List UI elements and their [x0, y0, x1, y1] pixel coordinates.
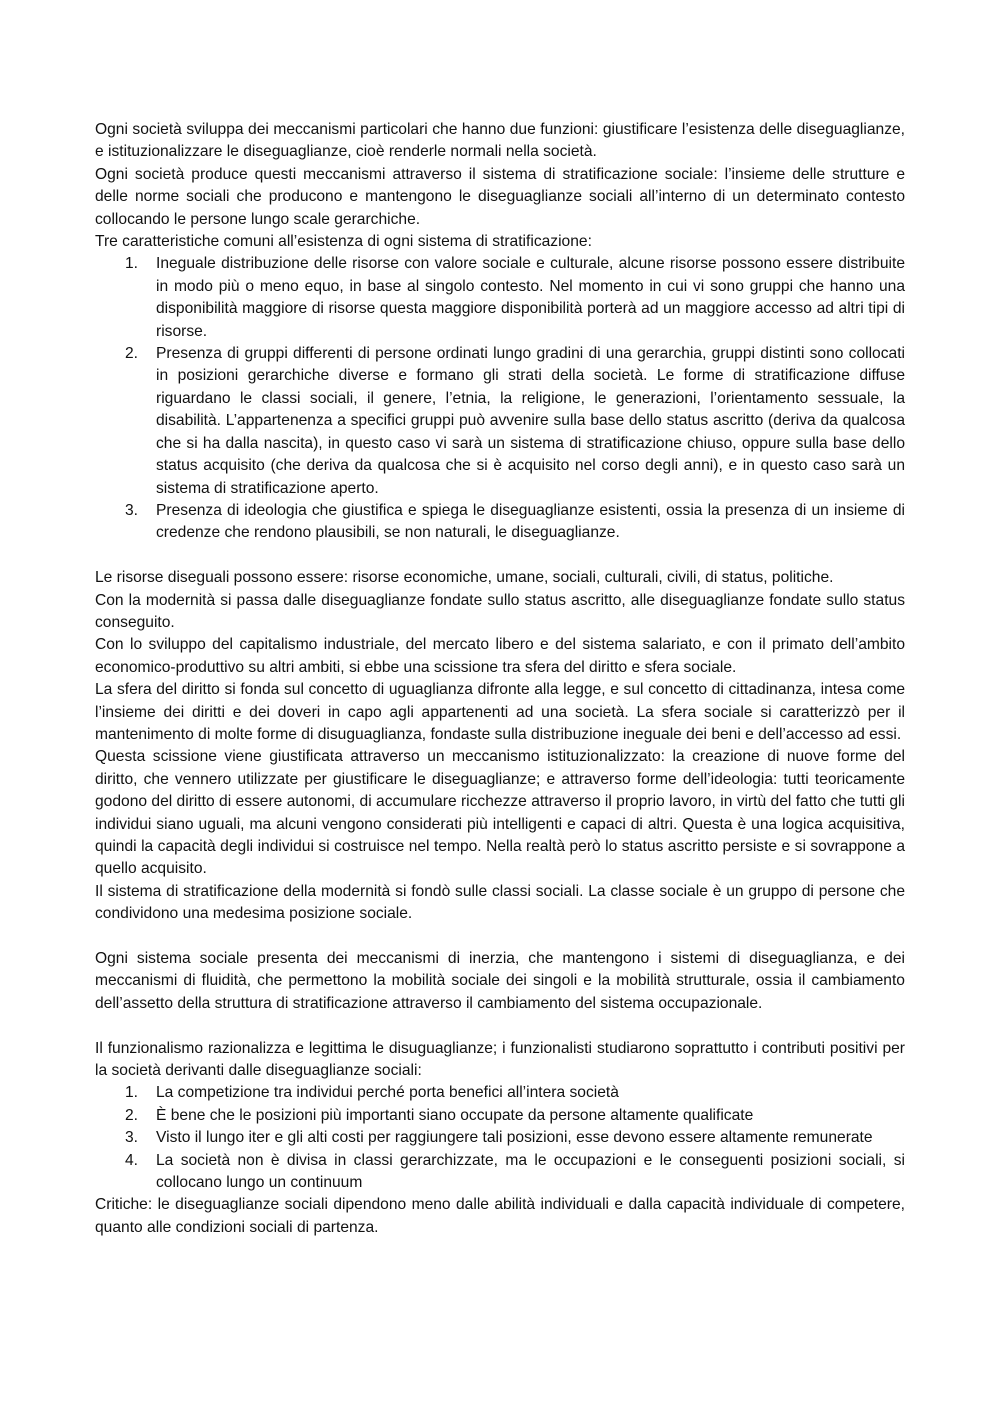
list-item-text: La competizione tra individui perché porta benefici all’intera società — [156, 1084, 619, 1102]
intro-paragraph-3: Tre caratteristiche comuni all’esistenza di ogni sistema di stratificazione: — [95, 233, 592, 251]
list-item — [95, 1127, 905, 1149]
paragraph-spacer — [95, 545, 905, 567]
paragraph-spacer — [95, 926, 905, 948]
law-sphere-paragraph: La sfera del diritto si fonda sul concetto di uguaglianza difronte alla legge, e sul concetto di cittadinanza, intesa come l’insieme dei diritti e dei doveri in capo agli appartenenti ad una società. La sfera sociale si caratterizzò per il mantenimento di molte forme di disuguaglianza, fondaste sulla distribuzione ineguale dei beni e dell’accesso ad essi. — [95, 681, 905, 743]
intro-paragraph-1: Ogni società sviluppa dei meccanismi particolari che hanno due funzioni: giustificare l’esistenza delle diseguaglianze, e istituzionalizzare le diseguaglianze, cioè renderle normali nella società. — [95, 121, 905, 161]
list-item — [95, 1105, 905, 1127]
list-item-text: La società non è divisa in classi gerarchizzate, ma le occupazioni e le conseguenti posizioni sociali, si collocano lungo un continuum — [156, 1151, 905, 1192]
list-item — [95, 1150, 905, 1195]
list-item-number: 3. — [125, 1129, 139, 1147]
list-item-text: Presenza di ideologia che giustifica e spiega le diseguaglianze esistenti, ossia la presenza di un insieme di credenze che rendono plausibili, se non naturali, le diseguaglianze. — [156, 501, 905, 542]
functionalism-list — [95, 1082, 905, 1194]
list-item-number: 1. — [125, 1084, 139, 1102]
capitalism-paragraph: Con lo sviluppo del capitalismo industriale, del mercato libero e del sistema salariato, e con il primato dell’ambito economico-produttivo su altri ambiti, si ebbe una scissione tra sfera del diritto e sfera sociale. — [95, 636, 905, 676]
list-item-text: È bene che le posizioni più importanti siano occupate da persone altamente qualificate — [156, 1106, 754, 1124]
modernity-paragraph: Con la modernità si passa dalle diseguaglianze fondate sullo status ascritto, alle diseguaglianze fondate sullo status conseguito. — [95, 591, 905, 631]
list-item-number: 3. — [125, 501, 139, 519]
functionalism-paragraph: Il funzionalismo razionalizza e legittima le disuguaglianze; i funzionalisti studiarono soprattutto i contributi positivi per la società derivanti dalle diseguaglianze sociali: — [95, 1039, 905, 1080]
scission-paragraph: Questa scissione viene giustificata attraverso un meccanismo istituzionalizzato: la creazione di nuove forme del diritto, che vennero utilizzate per giustificare le diseguaglianze; e attraverso forme dell’ideologia: tutti teoricamente godono del diritto di essere autonomi, di accumulare ricchezze attraverso il proprio lavoro, in virtù del fatto che tutti gli individui siano uguali, ma alcuni vengono considerati più intelligenti e capaci di altri. Questa è una logica acquisitiva, quindi la capacità degli individui si costruisce nel tempo. Nella realtà però lo status ascritto persiste e si sovrappone a quello acquisito. — [95, 748, 905, 878]
list-item-number: 2. — [125, 1106, 139, 1124]
stratification-characteristics-list — [95, 253, 905, 544]
social-class-paragraph: Il sistema di stratificazione della modernità si fondò sulle classi sociali. La classe sociale è un gruppo di persone che condividono una medesima posizione sociale. — [95, 882, 905, 923]
inertia-paragraph: Ogni sistema sociale presenta dei meccanismi di inerzia, che mantengono i sistemi di diseguaglianza, e dei meccanismi di fluidità, che permettono la mobilità sociale dei singoli e la mobilità strutturale, ossia il cambiamento dell’assetto della struttura di stratificazione attraverso il cambiamento del sistema occupazionale. — [95, 950, 905, 1012]
critique-paragraph: Critiche: le diseguaglianze sociali dipendono meno dalle abilità individuali e dalla capacità individuale di competere, quanto alle condizioni sociali di partenza. — [95, 1196, 905, 1236]
list-item-number: 1. — [125, 255, 139, 273]
list-item-number: 2. — [125, 345, 139, 363]
list-item-text: Ineguale distribuzione delle risorse con valore sociale e culturale, alcune risorse possono essere distribuite in modo più o meno equo, in base al singolo contesto. Nel momento in cui vi sono gruppi che hanno una disponibilità maggiore di risorse questa maggiore disponibilità porterà ad un maggiore accesso ad altri tipi di risorse. — [156, 255, 905, 340]
resources-paragraph: Le risorse diseguali possono essere: risorse economiche, umane, sociali, culturali, civili, di status, politiche. — [95, 569, 834, 587]
document-page — [95, 119, 905, 1239]
paragraph-spacer — [95, 1015, 905, 1037]
list-item — [95, 253, 905, 343]
list-item-text: Visto il lungo iter e gli alti costi per raggiungere tali posizioni, esse devono essere altamente remunerate — [156, 1129, 873, 1147]
list-item-number: 4. — [125, 1151, 139, 1169]
list-item — [95, 1082, 905, 1104]
list-item — [95, 500, 905, 545]
list-item-text: Presenza di gruppi differenti di persone ordinati lungo gradini di una gerarchia, gruppi distinti sono collocati in posizioni gerarchiche diverse e formano gli strati della società. Le forme di stratificazione diffuse riguardano le classi sociali, il genere, l’etnia, la religione, le generazioni, l’orientamento sessuale, la disabilità. L’appartenenza a specifici gruppi può avvenire sulla base dello status ascritto (deriva da qualcosa che si ha dalla nascita), in questo caso vi sarà un sistema di stratificazione chiuso, oppure sulla base dello status acquisito (che deriva da qualcosa che si è acquisito nel corso degli anni), e in questo caso sarà un sistema di stratificazione aperto. — [156, 345, 905, 497]
intro-paragraph-2: Ogni società produce questi meccanismi attraverso il sistema di stratificazione sociale: l’insieme delle strutture e delle norme sociali che producono e mantengono le diseguaglianze sociali all’interno di un determinato contesto collocando le persone lungo scale gerarchiche. — [95, 165, 905, 228]
list-item — [95, 343, 905, 500]
